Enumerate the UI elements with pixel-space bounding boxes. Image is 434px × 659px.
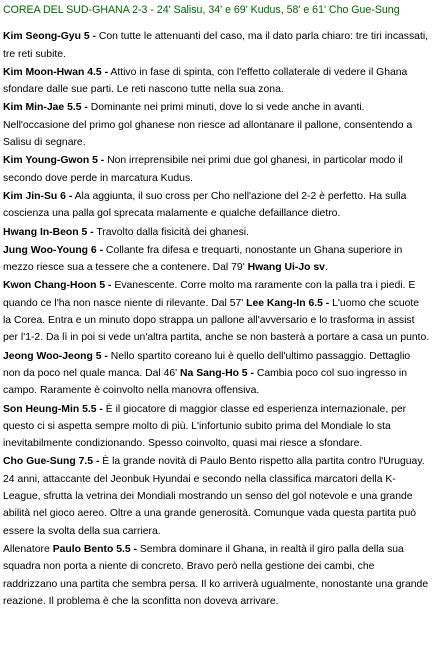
- substitute-name: Hwang Ui-Jo sv: [247, 262, 325, 274]
- substitute-comment: .: [324, 262, 328, 274]
- player-rating-jeong-woo-jeong: [3, 348, 430, 400]
- player-name: Son Heung-Min 5.5 -: [3, 403, 103, 415]
- player-rating-kim-jin-su: [3, 188, 430, 223]
- coach-name: Paulo Bento 5.5 -: [52, 543, 137, 555]
- player-name: Hwang In-Beon 5 -: [3, 226, 94, 238]
- player-name: Kwon Chang-Hoon 5 -: [3, 280, 112, 292]
- player-comment: Travolto dalla fisicità dei ghanesi.: [93, 226, 250, 238]
- player-name: Jung Woo-Young 6 -: [3, 244, 104, 256]
- player-comment: È il giocatore di maggior classe ed esperienza internazionale, per questo ci si aspetta sempre molto di più. L'infortunio subito prima del Mondiale lo sta inevitabilmente condizionando. Spesso coinvolto, quasi mai riesce a sfondare.: [3, 403, 407, 450]
- substitute-comment: L'uomo che scuote la Corea. Entra e un minuto dopo strappa un pallone all'avversario e lo trasforma in assist per l'1-2. Da lì in poi si vede un'altra partita, anche se non basterà a portare a casa un punto.: [3, 297, 430, 344]
- player-rating-hwang-in-beon: [3, 224, 430, 241]
- substitute-comment: Cambia poco col suo ingresso in campo. Raramente è coinvolto nella manovra offensiva.: [3, 367, 407, 397]
- coach-comment: Sembra dominare il Ghana, in realtà il giro palla della sua squadra non porta a niente di concreto. Bravo però nella gestione dei cambi, che raddrizzano una partita che sembra persa. Il ko arriverà ugualmente, nonostante una grande reazione. Il problema è che la sconfitta non doveva arrivare.: [3, 543, 429, 607]
- player-name: Kim Min-Jae 5.5 -: [3, 102, 88, 114]
- player-comment: Attivo in fase di spinta, con l'effetto collaterale di vedere il Ghana sfondare dalle sue parti. Le reti nascono tutte nella sua zona.: [3, 66, 408, 96]
- player-rating-son-heung-min: [3, 401, 430, 453]
- player-comment: È la grande novità di Paulo Bento rispetto alla partita contro l'Uruguay. 24 anni, attaccante del Jeonbuk Hyundai e secondo nella classifica marcatori della K-League, sfrutta la vetrina dei Mondiali mostrando un senso del gol notevole e una grande abilità nel gioco aereo. Oltre a una grande generosità. Comunque vada questa partita può essere la svolta della sua carriera.: [3, 456, 425, 537]
- player-comment: Nello spartito coreano lui è quello dell'ultimo passaggio. Dettaglio non da poco nel quale manca. Dal 46': [3, 350, 411, 379]
- player-comment: Dominante nei primi minuti, dove lo si vede anche in avanti. Nell'occasione del primo gol ghanese non riesce ad allontanare il pallone, consentendo a Salisu di segnare.: [3, 102, 413, 149]
- player-name: Jeong Woo-Jeong 5 -: [3, 350, 108, 362]
- player-comment: Evanescente. Corre molto ma raramente con la palla tra i piedi. E quando ce l'ha non nasce niente di rilevante. Dal 57': [3, 280, 416, 309]
- player-comment: Ala aggiunta, il suo cross per Cho nell'azione del 2-2 è perfetto. Ha sulla coscienza una palla gol sprecata malamente e qualche defaillance dietro.: [3, 190, 407, 220]
- coach-rating-paulo-bento: [3, 541, 430, 610]
- substitute-name: Na Sang-Ho 5 -: [180, 367, 254, 379]
- player-rating-kim-min-jae: [3, 99, 430, 151]
- substitute-name: Lee Kang-In 6.5 -: [246, 297, 330, 309]
- player-name: Cho Gue-Sung 7.5 -: [3, 456, 100, 468]
- coach-prefix: Allenatore: [3, 543, 53, 555]
- player-comment: Collante fra difesa e trequarti, nonostante un Ghana superiore in mezzo riesce sua a tessere che a contenere. Dal 79': [3, 244, 403, 274]
- match-headline: COREA DEL SUD-GHANA 2-3 - 24' Salisu, 34' e 69' Kudus, 58' e 61' Cho Gue-Sung: [3, 4, 400, 16]
- player-name: Kim Seong-Gyu 5 -: [3, 31, 96, 43]
- player-comment: Con tutte le attenuanti del caso, ma il dato parla chiaro: tre tiri incassati, tre reti subite.: [3, 31, 429, 60]
- player-name: Kim Jin-Su 6 -: [3, 190, 73, 202]
- player-rating-cho-gue-sung: [3, 453, 430, 539]
- player-rating-kim-moon-hwan: [3, 64, 430, 99]
- player-rating-jung-woo-young: [3, 242, 430, 277]
- player-name: Kim Young-Gwon 5 -: [3, 155, 105, 167]
- player-rating-kim-seong-gyu: [3, 28, 430, 63]
- player-comment: Non irreprensibile nei primi due gol ghanesi, in particolar modo il secondo dove perde in marcatura Kudus.: [3, 155, 403, 184]
- player-rating-kim-young-gwon: [3, 152, 430, 187]
- player-rating-kwon-chang-hoon: [3, 277, 430, 346]
- player-name: Kim Moon-Hwan 4.5 -: [3, 66, 109, 78]
